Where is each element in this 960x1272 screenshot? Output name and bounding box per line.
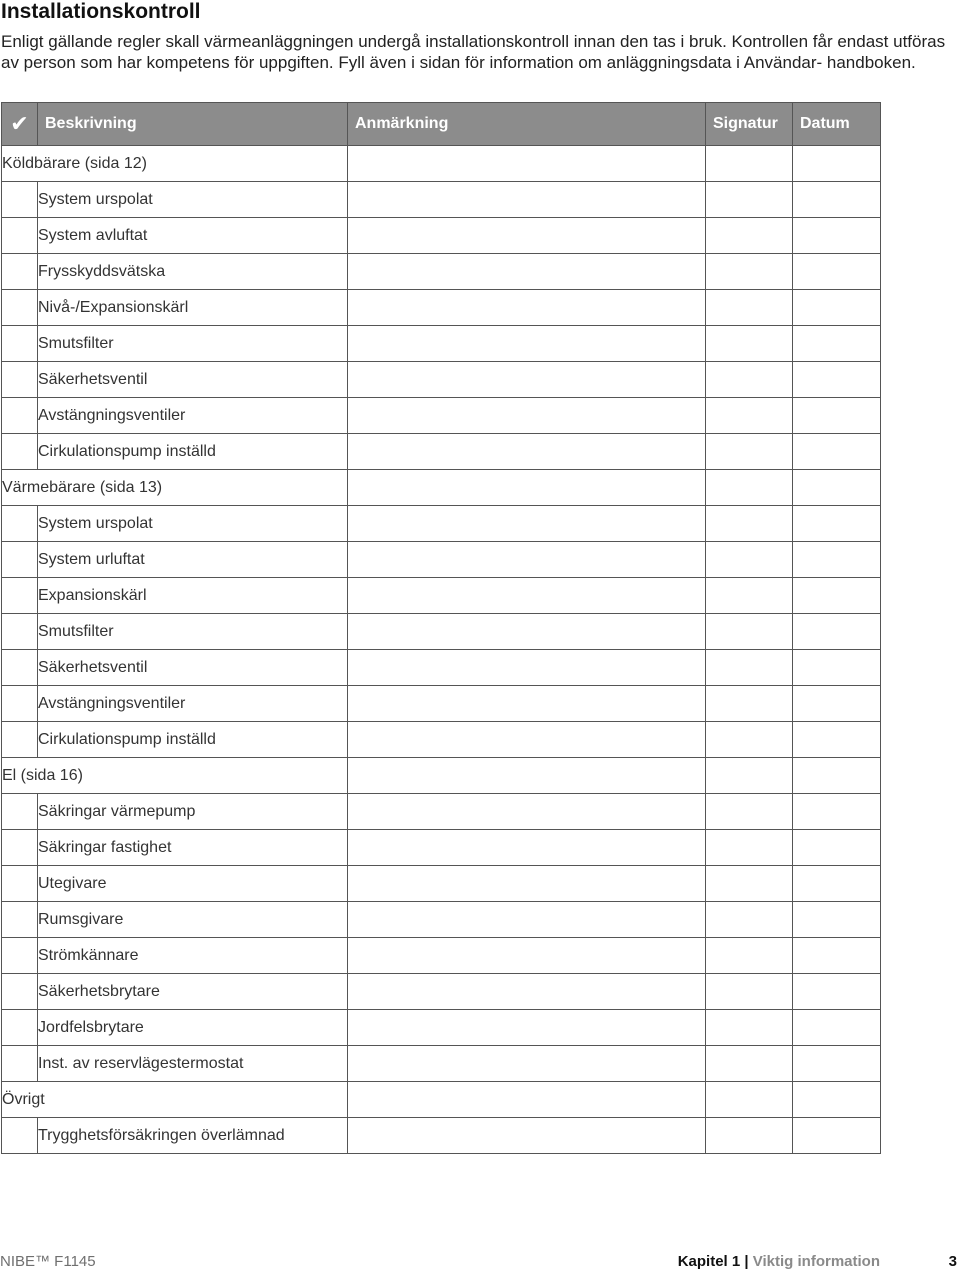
check-cell[interactable] <box>2 902 38 938</box>
item-description: Inst. av reservlägestermostat <box>38 1046 348 1082</box>
remark-cell[interactable] <box>348 506 706 542</box>
remark-cell[interactable] <box>348 398 706 434</box>
signature-cell[interactable] <box>706 326 793 362</box>
table-row <box>2 1010 881 1046</box>
date-cell[interactable] <box>793 902 881 938</box>
signature-cell[interactable] <box>706 938 793 974</box>
signature-cell[interactable] <box>706 902 793 938</box>
signature-cell[interactable] <box>706 1010 793 1046</box>
date-cell[interactable] <box>793 146 881 182</box>
check-cell[interactable] <box>2 1118 38 1154</box>
table-row <box>2 326 881 362</box>
remark-cell[interactable] <box>348 974 706 1010</box>
signature-cell[interactable] <box>706 542 793 578</box>
remark-cell[interactable] <box>348 182 706 218</box>
item-description: Jordfelsbrytare <box>38 1010 348 1046</box>
table-row <box>2 254 881 290</box>
column-header-beskrivning-label: Beskrivning <box>45 115 137 132</box>
item-description: Expansionskärl <box>38 578 348 614</box>
column-header-beskrivning <box>38 103 348 146</box>
item-description: Smutsfilter <box>38 614 348 650</box>
signature-cell[interactable] <box>706 650 793 686</box>
table-row <box>2 362 881 398</box>
column-header-datum <box>793 103 881 146</box>
table-row <box>2 650 881 686</box>
date-cell[interactable] <box>793 722 881 758</box>
check-cell[interactable] <box>2 434 38 470</box>
item-description: Utegivare <box>38 866 348 902</box>
date-cell[interactable] <box>793 290 881 326</box>
signature-cell[interactable] <box>706 218 793 254</box>
item-description: Säkringar fastighet <box>38 830 348 866</box>
column-header-signatur <box>706 103 793 146</box>
date-cell[interactable] <box>793 218 881 254</box>
date-cell[interactable] <box>793 758 881 794</box>
check-cell[interactable] <box>2 218 38 254</box>
check-mark-icon: ✔ <box>2 103 38 146</box>
remark-cell[interactable] <box>348 542 706 578</box>
check-cell[interactable] <box>2 686 38 722</box>
remark-cell[interactable] <box>348 938 706 974</box>
date-cell[interactable] <box>793 578 881 614</box>
item-description: Avstängningsventiler <box>38 398 348 434</box>
remark-cell[interactable] <box>348 758 706 794</box>
date-cell[interactable] <box>793 326 881 362</box>
date-cell[interactable] <box>793 650 881 686</box>
table-row <box>2 1046 881 1082</box>
section-label: Övrigt <box>2 1082 348 1118</box>
date-cell[interactable] <box>793 470 881 506</box>
table-row <box>2 218 881 254</box>
column-header-signatur-label: Signatur <box>713 115 778 132</box>
check-cell[interactable] <box>2 830 38 866</box>
column-header-anmarkning <box>348 103 706 146</box>
section-row <box>2 470 881 506</box>
signature-cell[interactable] <box>706 182 793 218</box>
signature-cell[interactable] <box>706 146 793 182</box>
remark-cell[interactable] <box>348 470 706 506</box>
date-cell[interactable] <box>793 1118 881 1154</box>
item-description: System urluftat <box>38 542 348 578</box>
remark-cell[interactable] <box>348 614 706 650</box>
checklist-body <box>2 146 881 1154</box>
remark-cell[interactable] <box>348 902 706 938</box>
signature-cell[interactable] <box>706 506 793 542</box>
check-cell[interactable] <box>2 254 38 290</box>
table-row <box>2 182 881 218</box>
item-description: Cirkulationspump inställd <box>38 722 348 758</box>
section-label: Värmebärare (sida 13) <box>2 470 348 506</box>
table-row <box>2 542 881 578</box>
remark-cell[interactable] <box>348 434 706 470</box>
date-cell[interactable] <box>793 866 881 902</box>
item-description: Rumsgivare <box>38 902 348 938</box>
date-cell[interactable] <box>793 398 881 434</box>
remark-cell[interactable] <box>348 578 706 614</box>
table-row <box>2 290 881 326</box>
signature-cell[interactable] <box>706 578 793 614</box>
table-row <box>2 974 881 1010</box>
remark-cell[interactable] <box>348 218 706 254</box>
remark-cell[interactable] <box>348 722 706 758</box>
signature-cell[interactable] <box>706 434 793 470</box>
signature-cell[interactable] <box>706 470 793 506</box>
check-cell[interactable] <box>2 1010 38 1046</box>
item-description: Säkerhetsbrytare <box>38 974 348 1010</box>
check-cell[interactable] <box>2 182 38 218</box>
signature-cell[interactable] <box>706 722 793 758</box>
check-cell[interactable] <box>2 866 38 902</box>
item-description: Strömkännare <box>38 938 348 974</box>
date-cell[interactable] <box>793 1010 881 1046</box>
date-cell[interactable] <box>793 1082 881 1118</box>
remark-cell[interactable] <box>348 1118 706 1154</box>
footer-chapter-number: Kapitel 1 <box>677 1253 741 1270</box>
signature-cell[interactable] <box>706 686 793 722</box>
signature-cell[interactable] <box>706 794 793 830</box>
date-cell[interactable] <box>793 614 881 650</box>
check-cell[interactable] <box>2 974 38 1010</box>
table-row <box>2 938 881 974</box>
table-row <box>2 614 881 650</box>
signature-cell[interactable] <box>706 614 793 650</box>
remark-cell[interactable] <box>348 830 706 866</box>
page-number: 3 <box>948 1253 957 1270</box>
remark-cell[interactable] <box>348 866 706 902</box>
footer-chapter <box>678 1252 880 1272</box>
signature-cell[interactable] <box>706 254 793 290</box>
table-row <box>2 794 881 830</box>
date-cell[interactable] <box>793 434 881 470</box>
table-row <box>2 686 881 722</box>
table-row <box>2 722 881 758</box>
remark-cell[interactable] <box>348 650 706 686</box>
footer-brand: NIBE™ F1145 <box>0 1253 96 1270</box>
remark-cell[interactable] <box>348 326 706 362</box>
table-row <box>2 434 881 470</box>
date-cell[interactable] <box>793 830 881 866</box>
section-label: El (sida 16) <box>2 758 348 794</box>
signature-cell[interactable] <box>706 830 793 866</box>
date-cell[interactable] <box>793 542 881 578</box>
item-description: Avstängningsventiler <box>38 686 348 722</box>
table-row <box>2 578 881 614</box>
footer-chapter-title: Viktig information <box>752 1253 880 1270</box>
item-description: Trygghetsförsäkringen överlämnad <box>38 1118 348 1154</box>
page-title: Installationskontroll <box>1 0 201 23</box>
date-cell[interactable] <box>793 254 881 290</box>
item-description: Säkringar värmepump <box>38 794 348 830</box>
date-cell[interactable] <box>793 938 881 974</box>
signature-cell[interactable] <box>706 290 793 326</box>
check-cell[interactable] <box>2 542 38 578</box>
remark-cell[interactable] <box>348 1046 706 1082</box>
signature-cell[interactable] <box>706 1046 793 1082</box>
remark-cell[interactable] <box>348 794 706 830</box>
item-description: Cirkulationspump inställd <box>38 434 348 470</box>
date-cell[interactable] <box>793 362 881 398</box>
date-cell[interactable] <box>793 1046 881 1082</box>
remark-cell[interactable] <box>348 146 706 182</box>
item-description: Nivå-/Expansionskärl <box>38 290 348 326</box>
check-cell[interactable] <box>2 1046 38 1082</box>
signature-cell[interactable] <box>706 1082 793 1118</box>
check-cell[interactable] <box>2 506 38 542</box>
check-cell[interactable] <box>2 362 38 398</box>
date-cell[interactable] <box>793 686 881 722</box>
column-header-anmarkning-label: Anmärkning <box>355 115 449 132</box>
check-cell[interactable] <box>2 722 38 758</box>
item-description: Smutsfilter <box>38 326 348 362</box>
check-cell[interactable] <box>2 794 38 830</box>
item-description: Frysskyddsvätska <box>38 254 348 290</box>
table-row <box>2 830 881 866</box>
remark-cell[interactable] <box>348 686 706 722</box>
item-description: Säkerhetsventil <box>38 650 348 686</box>
date-cell[interactable] <box>793 794 881 830</box>
check-cell[interactable] <box>2 326 38 362</box>
remark-cell[interactable] <box>348 1082 706 1118</box>
section-row <box>2 758 881 794</box>
signature-cell[interactable] <box>706 362 793 398</box>
column-header-datum-label: Datum <box>800 115 850 132</box>
item-description: Säkerhetsventil <box>38 362 348 398</box>
section-row <box>2 146 881 182</box>
check-cell[interactable] <box>2 398 38 434</box>
item-description: System avluftat <box>38 218 348 254</box>
check-cell[interactable] <box>2 578 38 614</box>
signature-cell[interactable] <box>706 974 793 1010</box>
signature-cell[interactable] <box>706 398 793 434</box>
date-cell[interactable] <box>793 506 881 542</box>
signature-cell[interactable] <box>706 1118 793 1154</box>
footer-separator: | <box>744 1253 749 1270</box>
check-cell[interactable] <box>2 614 38 650</box>
date-cell[interactable] <box>793 974 881 1010</box>
table-header-row <box>2 103 881 146</box>
remark-cell[interactable] <box>348 1010 706 1046</box>
table-row <box>2 1118 881 1154</box>
check-cell[interactable] <box>2 650 38 686</box>
section-row <box>2 1082 881 1118</box>
remark-cell[interactable] <box>348 362 706 398</box>
installation-checklist-table <box>1 102 881 1154</box>
table-row <box>2 902 881 938</box>
remark-cell[interactable] <box>348 290 706 326</box>
signature-cell[interactable] <box>706 866 793 902</box>
table-row <box>2 398 881 434</box>
check-cell[interactable] <box>2 938 38 974</box>
table-row <box>2 866 881 902</box>
remark-cell[interactable] <box>348 254 706 290</box>
intro-paragraph: Enligt gällande regler skall värmeanläggningen undergå installationskontroll innan den tas i bruk. Kontrollen får endast utföras av person som har kompetens för uppgiften. Fyll även i sidan för information om anläggningsdata i Användar- handboken. <box>1 32 946 72</box>
section-label: Köldbärare (sida 12) <box>2 146 348 182</box>
item-description: System urspolat <box>38 182 348 218</box>
check-cell[interactable] <box>2 290 38 326</box>
signature-cell[interactable] <box>706 758 793 794</box>
item-description: System urspolat <box>38 506 348 542</box>
table-row <box>2 506 881 542</box>
date-cell[interactable] <box>793 182 881 218</box>
